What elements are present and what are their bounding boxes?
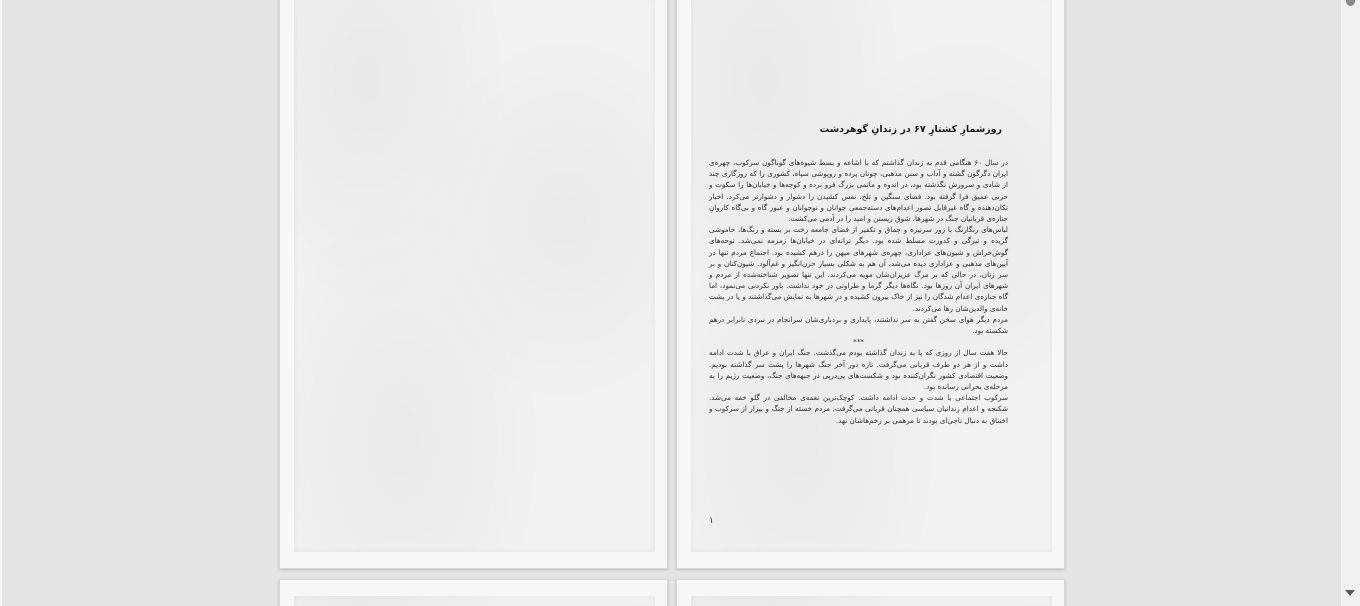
paragraph: لباس‌های رنگارنگ با زور سرنیزه و چماق و تکفیر از فضای جامعه رخت بر بسته و رنگ‌ها، خاموشی گزیده و تیرگی و کدورت مسلط شده بود. دیگر ترانه‌ای در خیابان‌ها زمزمه نمی‌شد. نوحه‌های گوش‌خراش و شیون‌های عزاداری، چهره‌ی شهرهای میهن را درهم کشیده بود. اجتماع مردم تنها در آیین‌های مذهبی و عزاداری دیده می‌شد، آن هم به شکلی بسیار حزن‌انگیز و غم‌آلود. شیون‌کنان و بر سر زنان، در حالی که بر مرگ عزیزان‌شان مویه می‌کردند. این تنها تصویر شناخته‌شده از مردم و شهرهای ایران آن روزها بود. نگاه‌ها دیگر گرما و طراوتی در خود نداشت. باور نکردنی می‌نمود، اما گاه جنازه‌ی اعدام شدگان را نیز از خاک بیرون کشیده و در شهرها به نمایش می‌گذاشتند و یا در پشت خانه‌ی والدین‌شان رها می‌کردند. (709, 225, 1008, 313)
page-sheet-next-left (279, 579, 668, 606)
page-body (709, 157, 1008, 426)
scrollbar-thumb[interactable] (1346, 0, 1355, 6)
page-sheet-content (676, 0, 1065, 569)
viewer-left-edge (0, 0, 2, 606)
vertical-scrollbar[interactable] (1340, 0, 1360, 606)
page-paper (691, 596, 1052, 606)
paragraph: سرکوب اجتماعی با شدت و حدت ادامه داشت. کوچک‌ترین نغمه‌ی مخالفی در گلو خفه می‌شد. شکنجه و اعدام زندانیان سیاسی همچنان قربانی می‌گرفت. مردم خسته از جنگ و بیزار از سرکوب و اختناق به دنبال ناجی‌ای بودند تا مرهمی بر زخم‌هاشان نهد. (709, 393, 1008, 425)
page-number: ۱ (709, 516, 714, 526)
section-separator: *** (853, 337, 864, 347)
page-title: روزشمارِ کشتارِ ۶۷ در زندانِ گوهردشت (819, 124, 1002, 135)
page-sheet-blank (279, 0, 668, 569)
paragraph: حالا هفت سال از روزی که پا به زندان گذاشته بودم می‌گذشت. جنگ ایران و عراق با شدت ادامه داشت و از هر دو طرف قربانی می‌گرفت. تازه دور آخر جنگ شهرها را پشت سر گذاشته بودیم. وضعیت اقتصادی کشور نگران‌کننده بود و شکست‌های پی‌درپی در جبهه‌های جنگ، وضعیت رژیم را به مرحله‌ی بحرانی رسانده بود. (709, 348, 1008, 392)
scroll-down-arrow-icon[interactable] (1345, 590, 1355, 596)
paragraph: در سال ۶۰ هنگامی قدم به زندان گذاشتم که با اشاعه و بسط شیوه‌های گوناگون سرکوب، چهره‌ی ایران دگرگون گشته و آداب و سنن مذهبی، چونان پرده و روپوشی سیاه، کشوری را که روزگاری چند از شادی و سرورش نگذشته بود، در اندوه و ماتمی بزرگ فرو برده و کوچه‌ها و خیابان‌ها را سکوت و حزنی عمیق فرا گرفته بود. فضای سنگین و تلخ، نفس کشیدن را دشوار و دشوارتر می‌کرد. اخبار تکان‌دهنده و گاه غیرقابل تصور اعدام‌های دسته‌جمعی جوانان و نوجوانان و عبور گاه و بی‌گاه کاروانِ جنازه‌ی قربانیان جنگ در شهرها، شوق زیستن و امید را در آدمی می‌کشت. (709, 158, 1008, 224)
page-paper (294, 0, 655, 552)
paragraph: مردم دیگر هوای سخن گفتن به سر نداشتند، پایداری و بردباری‌شان سرانجام در نبردی نابرابر درهم شکسته بود. (709, 314, 1008, 336)
page-paper (294, 596, 655, 606)
page-sheet-next-right (676, 579, 1065, 606)
page-paper (691, 0, 1052, 552)
